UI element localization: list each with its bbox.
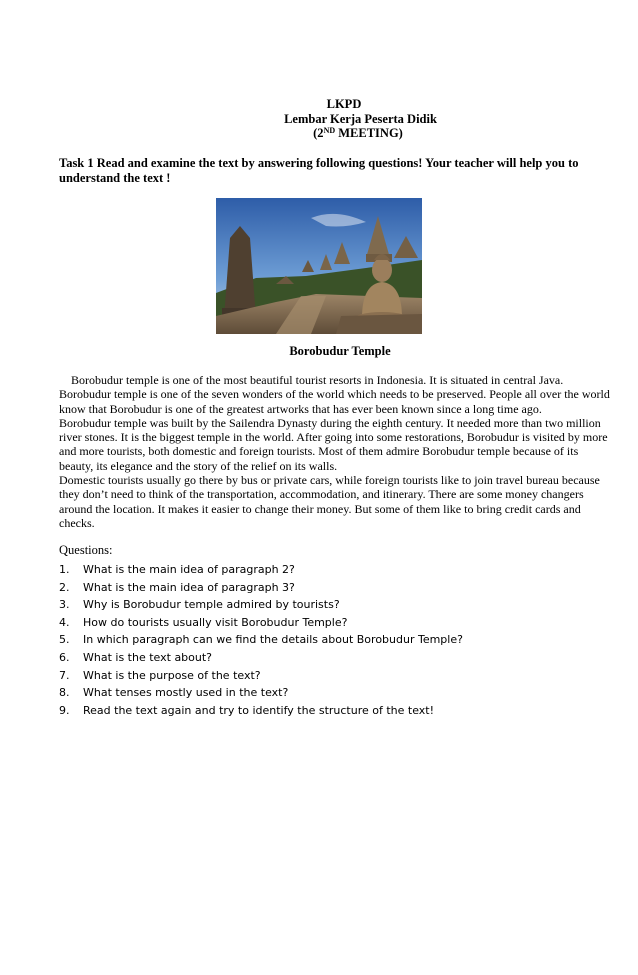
question-text: In which paragraph can we find the details about Borobudur Temple? [83,633,463,647]
question-number: 1. [59,563,70,576]
paragraph-3: Domestic tourists usually go there by bus or private cars, while foreign tourists like to join travel bureau because they don’t need to think of the transportation, accommodation, and itinerary. There are some money changers around the location. It makes it easier to change their money. But some of them like to bring credit cards and checks. [59,473,600,530]
question-item [59,649,463,667]
question-item [59,579,463,597]
question-item [59,667,463,685]
questions-list [59,561,463,719]
question-number: 7. [59,668,70,682]
question-item [59,702,463,720]
question-text: What is the purpose of the text? [83,668,261,682]
worksheet-header [0,97,638,141]
meeting-close: MEETING) [335,126,403,140]
worksheet-title: LKPD [326,97,362,111]
worksheet-subtitle: Lembar Kerja Peserta Didik [284,111,437,126]
meeting-superscript: ND [323,126,336,135]
question-item [59,561,463,579]
question-number: 9. [59,703,70,717]
borobudur-illustration [216,198,422,334]
task-instruction: Task 1 Read and examine the text by answering following questions! Your teacher will help you to understand the text ! [59,156,579,185]
reading-passage [59,373,611,530]
question-item [59,614,463,632]
borobudur-photo [216,198,422,334]
question-item [59,684,463,702]
meeting-open: (2 [313,126,324,140]
question-text: What is the main idea of paragraph 3? [83,580,295,594]
question-text: Read the text again and try to identify the structure of the text! [83,703,435,717]
meeting-label [78,126,638,141]
question-text: What is the text about? [83,650,213,664]
paragraph-2: Borobudur temple was built by the Sailendra Dynasty during the eighth century. It needed more than two million river stones. It is the biggest temple in the world. After going into some restorations, Borobudur is visited by more and more tourists, both domestic and foreign tourists. Most of them admire Borobudur temple because of its beauty, its elegance and the story of the relief on its walls. [59,415,608,473]
question-text: What tenses mostly used in the text? [83,686,289,700]
question-number: 8. [59,686,70,700]
question-number: 6. [59,650,70,664]
question-item [59,596,463,614]
question-text: How do tourists usually visit Borobudur Temple? [83,615,348,629]
question-text: Why is Borobudur temple admired by tourists? [83,598,340,612]
question-number: 3. [59,598,70,612]
question-item [59,631,463,649]
paragraph-1: Borobudur temple is one of the most beautiful tourist resorts in Indonesia. It is situated in central Java. Borobudur temple is one of the seven wonders of the world which needs to be preserved. People all over the world know that Borobudur is one of the greatest artworks that has ever been known since a long time ago. [59,373,610,416]
photo-caption: Borobudur Temple [289,344,391,358]
question-number: 2. [59,580,70,594]
question-text: What is the main idea of paragraph 2? [83,563,295,576]
questions-heading: Questions: [59,543,113,557]
question-number: 5. [59,633,70,647]
question-number: 4. [59,615,70,629]
